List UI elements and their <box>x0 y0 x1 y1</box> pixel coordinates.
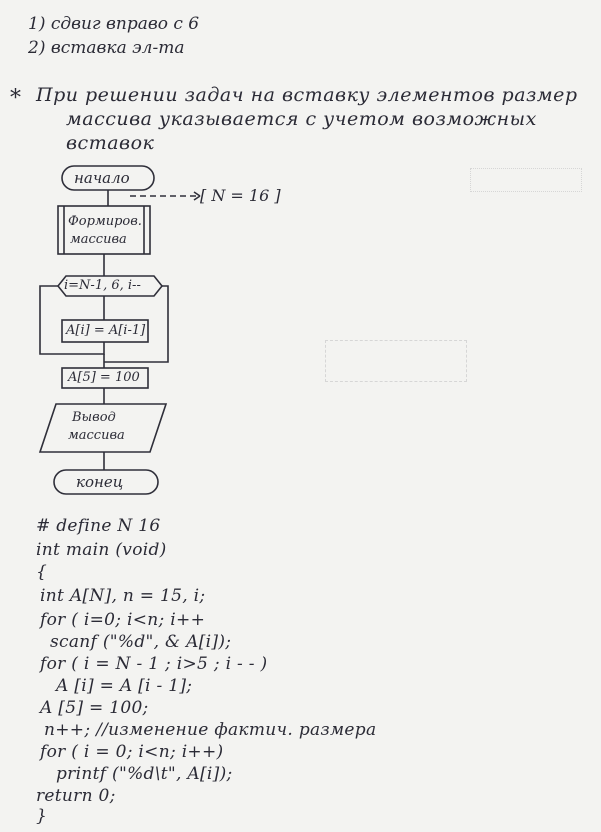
code-line-5: for ( i=0; i<n; i++ <box>40 610 206 630</box>
code-line-9: A [5] = 100; <box>40 698 149 718</box>
code-line-13: return 0; <box>36 786 116 806</box>
note-line-1: При решении задач на вставку элементов размер <box>36 84 578 106</box>
code-line-12: printf ("%d\t", A[i]); <box>56 764 233 784</box>
note-line-3: вставок <box>66 132 155 154</box>
note-marker: * <box>10 86 22 111</box>
end-label: конец <box>76 473 124 491</box>
code-line-2: int main (void) <box>36 540 167 560</box>
loop-label: i=N-1, 6, i-- <box>64 278 141 293</box>
code-line-11: for ( i = 0; i<n; i++) <box>40 742 224 762</box>
code-line-6: scanf ("%d", & A[i]); <box>50 632 232 652</box>
code-line-8: A [i] = A [i - 1]; <box>56 676 193 696</box>
form-array-label-1: Формиров. <box>68 214 142 229</box>
start-label: начало <box>74 169 130 187</box>
note-line-2: массива указывается с учетом возможных <box>66 108 537 130</box>
code-line-1: # define N 16 <box>36 516 161 536</box>
output-label-2: массива <box>68 428 125 443</box>
output-label-1: Вывод <box>72 410 116 425</box>
code-line-10: n++; //изменение фактич. размера <box>44 720 377 740</box>
code-line-4: int A[N], n = 15, i; <box>40 586 206 606</box>
assign-label: A[5] = 100 <box>68 370 140 385</box>
code-line-7: for ( i = N - 1 ; i>5 ; i - - ) <box>40 654 268 674</box>
list-item-1: 1) сдвиг вправо с 6 <box>28 14 200 34</box>
code-line-3: { <box>36 562 48 582</box>
form-array-label-2: массива <box>70 232 127 247</box>
annotation-label: [ N = 16 ] <box>200 186 281 205</box>
list-item-2: 2) вставка эл-та <box>28 38 185 58</box>
shift-label: A[i] = A[i-1] <box>66 323 146 338</box>
code-line-14: } <box>36 806 48 826</box>
